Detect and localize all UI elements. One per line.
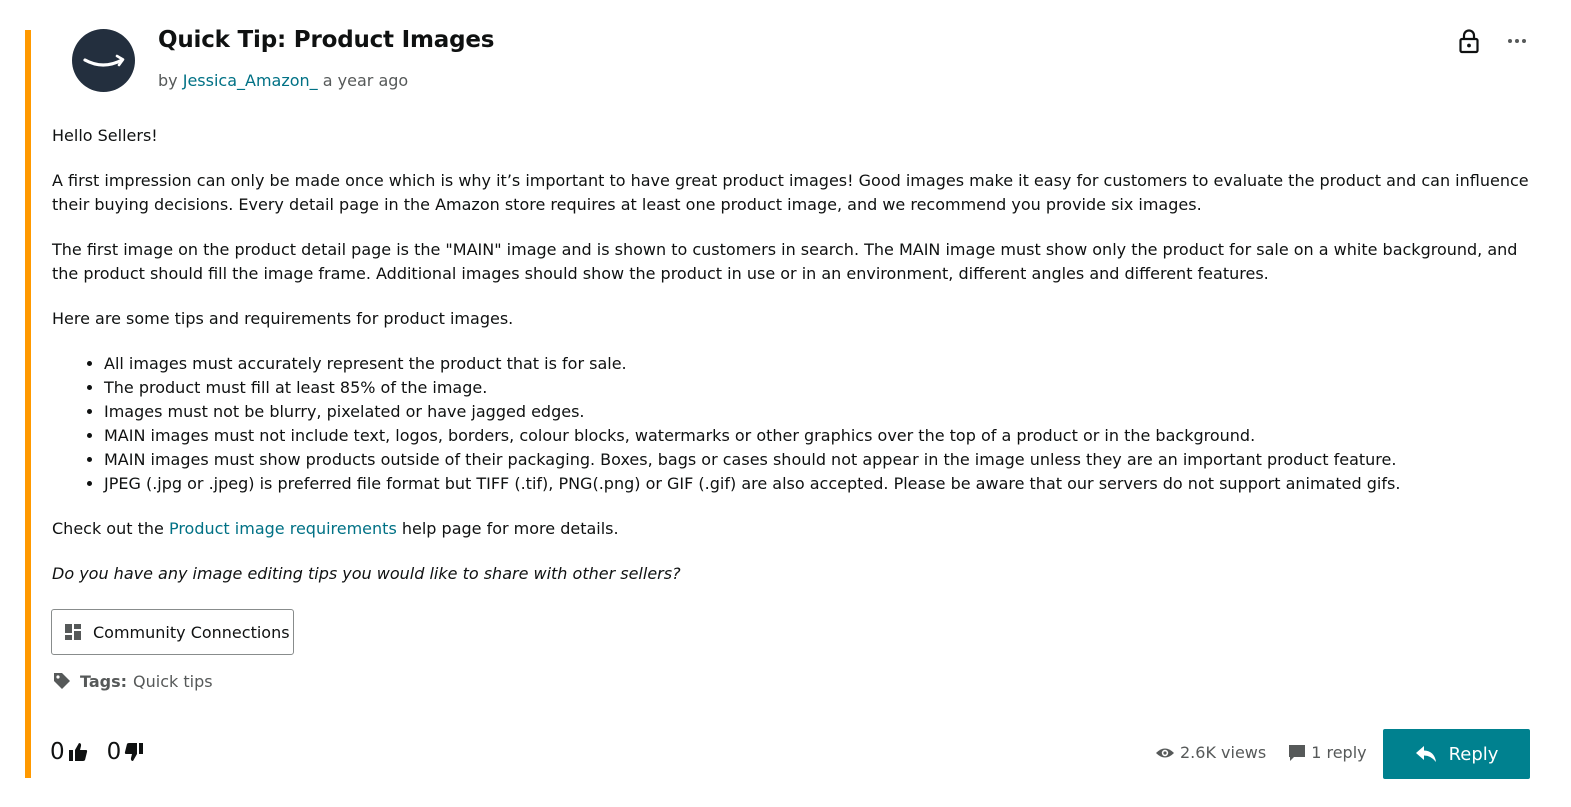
reply-button-label: Reply [1448, 743, 1499, 765]
tag-quick-tips[interactable]: Quick tips [133, 671, 213, 691]
votes [50, 739, 163, 765]
replies-stat[interactable] [1288, 743, 1366, 762]
tags-label: Tags: [80, 671, 128, 691]
tags-row [52, 671, 213, 691]
greeting: Hello Sellers! [52, 126, 158, 145]
question-text: Do you have any image editing tips you would like to share with other sellers? [52, 564, 681, 583]
list-item: • Images must not be blurry, pixelated or have jagged edges. [104, 400, 1532, 424]
list-item: • All images must accurately represent the product that is for sale. [104, 352, 1532, 376]
dashboard-icon [64, 623, 82, 641]
more-options-icon[interactable] [1504, 32, 1530, 50]
amazon-smile-logo [72, 29, 135, 92]
lock-icon[interactable] [1457, 28, 1481, 54]
reply-arrow-icon [1415, 745, 1437, 763]
post-body [52, 124, 1532, 607]
views-stat [1155, 743, 1266, 762]
comment-icon [1288, 744, 1306, 762]
eye-icon [1155, 746, 1175, 760]
author-link[interactable]: Jessica_Amazon_ [182, 71, 318, 90]
byline-prefix: by [158, 71, 178, 90]
category-button[interactable] [51, 609, 294, 655]
list-item: • MAIN images must not include text, logos, borders, colour blocks, watermarks or other graphics over the top of a product or in the background. [104, 424, 1532, 448]
views-count: 2.6K views [1180, 743, 1267, 762]
upvote-group [50, 739, 89, 765]
post-title: Quick Tip: Product Images [158, 27, 495, 53]
thumbs-up-icon[interactable] [67, 741, 89, 763]
reply-button[interactable] [1383, 729, 1530, 779]
category-label: Community Connections [93, 622, 290, 642]
thumbs-down-icon[interactable] [123, 741, 145, 763]
body-paragraph: The first image on the product detail page is the "MAIN" image and is shown to customers in search. The MAIN image must show only the product for sale on a white background, and the product should fill the image frame. Additional images should show the product in use or in an environment, different angles and different features. [52, 240, 1518, 283]
check-out-suffix: help page for more details. [401, 519, 619, 538]
list-item: • JPEG (.jpg or .jpeg) is preferred file format but TIFF (.tif), PNG(.png) or GIF (.gif) are also accepted. Please be aware that our servers do not support animated gifs. [104, 472, 1532, 496]
check-out-prefix: Check out the [52, 519, 164, 538]
check-out-paragraph [52, 517, 1532, 541]
upvote-count: 0 [50, 739, 65, 765]
list-item: • The product must fill at least 85% of the image. [104, 376, 1532, 400]
product-image-requirements-link[interactable]: Product image requirements [168, 519, 397, 538]
post-stats [1155, 743, 1367, 762]
downvote-group [107, 739, 146, 765]
list-item: • MAIN images must show products outside of their packaging. Boxes, bags or cases should not appear in the image unless they are an important product feature. [104, 448, 1532, 472]
question-paragraph [52, 562, 1532, 586]
post-time: a year ago [322, 71, 409, 90]
post-accent-bar [25, 30, 31, 778]
downvote-count: 0 [106, 739, 122, 765]
tips-list [52, 352, 1532, 496]
body-paragraph: Here are some tips and requirements for product images. [52, 309, 514, 328]
body-paragraph: A first impression can only be made once which is why it’s important to have great product images! Good images make it easy for customers to evaluate the product and can influence their buying decisions. Every detail page in the Amazon store requires at least one product image, and we recommend you provide six images. [52, 171, 1529, 214]
replies-count: 1 reply [1311, 743, 1367, 762]
post-byline [158, 71, 408, 90]
tag-icon [52, 671, 72, 691]
author-avatar[interactable] [72, 29, 135, 92]
